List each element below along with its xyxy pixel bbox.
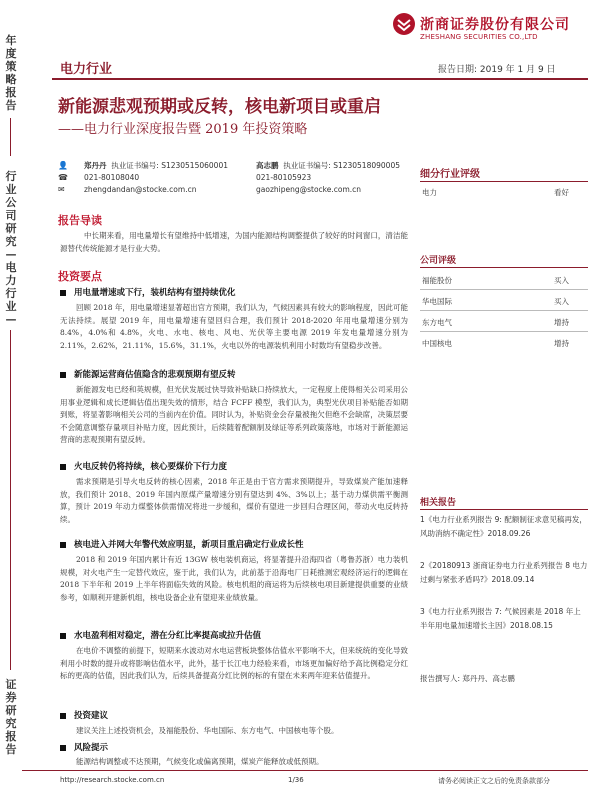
left-divider-middle [10, 330, 11, 670]
page-title: 新能源悲观预期或反转，核电新项目或重启 [58, 97, 381, 117]
analyst-2-name: 高志鹏 [256, 161, 279, 170]
point-heading: 投资建议 [74, 711, 109, 721]
point-text: 回顾 2018 年，用电量增速显著超出官方预期，我们认为，气候因素具有较大的影响程度，因此可能无法持续。展望 2019 年，用电量增速有望回归合理，我们预计 2018-2020 年用电量增速分别为 8.4%，4.0%和 4.8%，火电、水电、核电、风电、光伏等主要电源 2019 年发电量增速分别为 2.11%，2.62%，21.11%，15.6%，31.1%，火电以外的电源装机利用小时数均有望稳步改善。 [60, 303, 408, 350]
point-heading: 火电反转仍将持续，核心要煤价下行力度 [74, 462, 228, 472]
companies-title: 公司评级 [420, 256, 457, 266]
industry-label: 电力行业 [60, 62, 113, 77]
report-author: 报告撰写人: 郑丹丹、高志鹏 [420, 674, 515, 683]
related-divider [420, 509, 588, 510]
rating-title: 细分行业评级 [420, 169, 480, 180]
bullet-icon [60, 745, 66, 751]
row-divider [420, 289, 588, 290]
related-report[interactable]: 1《电力行业系列报告 9: 配额制征求意见稿再发，风助消纳不确定性》2018.09.26 [420, 515, 587, 538]
analyst-1-name: 郑丹丹 [84, 161, 107, 170]
analyst-2-email[interactable]: gaozhipeng@stocke.com.cn [256, 185, 362, 194]
point-text: 需求预期是引导火电反转的核心因素，2018 年正是由于官方需求预期提升，导致煤炭产能加速释放，我们预计 2018、2019 年国内原煤产量增速分别有望达到 4%、3%以上；基于动力煤供需平衡测算，预计 2019 年动力煤整体供需情况将进一步缓和，煤价有望进一步回归合理区间，带动火电反转持续。 [60, 477, 408, 524]
company-name: 中国核电 [422, 339, 452, 348]
point-heading: 新能源运营商估值隐含的悲观预期有望反转 [74, 370, 236, 380]
report-date: 报告日期: 2019 年 1 月 9 日 [438, 65, 556, 75]
analyst-info [58, 160, 398, 210]
page-number: 1/36 [288, 776, 304, 784]
analyst-2-phone: 021-80105923 [256, 173, 312, 182]
analyst-1-email[interactable]: zhengdandan@stocke.com.cn [84, 185, 197, 194]
point-text: 新能源发电已经和英规模，但光伏发展过快导致补贴缺口持续放大，一定程度上使得相关公司采用公用事业逻辑和成长逻辑估值出现失效的情形，结合 FCFF 模型，我们认为，典型光伏项目补贴能否如期到账，将显著影响相关公司的当前内在价值。同时认为，补贴资金会存量被拖欠但绝不会缺席，决策层要不会随意调整存量项目补贴力度，因此预计，后续随着配额制及绿证等系列政策落地，市场对于新能源运营商的悲观预期有望反转。 [60, 385, 408, 445]
rating-divider [420, 181, 588, 182]
company-rating: 增持 [554, 339, 569, 348]
company-rating: 增持 [554, 318, 569, 327]
related-title: 相关报告 [420, 498, 457, 508]
left-band [0, 0, 22, 800]
analyst-1-phone: 021-80108040 [84, 173, 140, 182]
bullet-icon [60, 464, 66, 470]
person-icon: 👤 [58, 161, 68, 170]
phone-icon: ☎ [58, 173, 68, 182]
row-divider [420, 331, 588, 332]
rating-row-value: 看好 [554, 188, 569, 197]
bullet-icon [60, 290, 66, 296]
company-rating: 买入 [554, 276, 569, 285]
analyst-1 [84, 160, 228, 196]
company-name: 东方电气 [422, 318, 452, 327]
company-rating: 买入 [554, 297, 569, 306]
point-heading: 核电进入并网大年警代效应明显，新项目重启确定行业成长性 [74, 540, 304, 550]
bullet-icon [60, 372, 66, 378]
bullet-icon [60, 542, 66, 548]
left-divider-top [10, 118, 11, 156]
point-text: 2018 和 2019 年国内累计有近 13GW 核电装机商运，将显著提升沿海四省（粤鲁苏浙）电力装机规模，对火电产生一定替代效应，鉴于此，我们认为，此前基于沿海电厂日耗推测宏观经济运行的逻辑在 2018 下半年和 2019 上半年将面临失效的风险。核电机组的商运将为后续核电项目新建提供重要的业绩参考，如顺利开建新机组，核电设备企业有望迎来业绩放量。 [60, 555, 408, 602]
header-divider [52, 78, 588, 80]
rating-row-name: 电力 [422, 188, 437, 197]
point-text: 在电价不调整的前提下，短期来水波动对水电运营板块整体估值水平影响不大，但来统统的变化导致利用小时数的提升或将影响估值水平，此外，基于长江电力经验来看，市场更加偏好给予高比例稳定分红标的更高的估值，因此我们认为，后续具备提高分红比例的标的有望在未来两年迎来估值提升。 [60, 646, 408, 681]
analyst-1-cert: 执业证书编号: S1230515060001 [111, 161, 228, 170]
logo-name-cn: 浙商证券股份有限公司 [420, 17, 570, 33]
bullet-icon [60, 713, 66, 719]
point-heading: 用电量增速或下行，装机结构有望持续优化 [74, 288, 236, 298]
guide-text: 中长期来看，用电量增长有望维持中低增速，为国内能源结构调整提供了较好的时间窗口，清洁能源替代传统能源才是行业大势。 [60, 231, 408, 253]
footer-divider [22, 770, 588, 771]
company-logo [392, 12, 592, 52]
analyst-2 [256, 160, 400, 196]
logo-name-en: ZHESHANG SECURITIES CO.,LTD [420, 33, 538, 41]
bullet-icon [60, 633, 66, 639]
point-text: 建议关注上述投资机会，及福能股份、华电国际、东方电气、中国核电等个股。 [76, 726, 339, 735]
company-name: 福能股份 [422, 276, 452, 285]
related-report[interactable]: 2《20180913 浙商证券电力行业系列报告 8 电力过剩与紧张矛盾吗?》2018.09.14 [420, 561, 588, 584]
analyst-2-cert: 执业证书编号: S1230518090005 [283, 161, 400, 170]
point-heading: 风险提示 [74, 743, 109, 753]
points-title: 投资要点 [58, 270, 102, 283]
sidebar [420, 165, 588, 765]
footer-url[interactable]: http://research.stocke.com.cn [60, 776, 165, 784]
row-divider [420, 310, 588, 311]
related-report[interactable]: 3《电力行业系列报告 7: 气候因素是 2018 年上半年用电量加速增长主因》2018.08.15 [420, 607, 581, 630]
page-subtitle: ——电力行业深度报告暨 2019 年投资策略 [58, 122, 308, 137]
disclaimer: 请务必阅读正文之后的免责条款部分 [438, 777, 550, 785]
research-label: 证券研究报告 [5, 678, 17, 756]
company-name: 华电国际 [422, 297, 452, 306]
logo-icon [392, 12, 416, 36]
report-type-label: 年度策略报告 [5, 34, 17, 112]
point-text: 能源结构调整或不达预期，气候变化或偏离预期，煤炭产能释放或低预期。 [76, 757, 324, 766]
category-label: 行业公司研究—电力行业— [5, 170, 17, 326]
point-heading: 水电盈利相对稳定，潜在分红比率提高或拉升估值 [74, 631, 262, 641]
email-icon: ✉ [58, 185, 65, 194]
companies-divider [420, 267, 588, 268]
guide-title: 报告导读 [58, 214, 102, 227]
